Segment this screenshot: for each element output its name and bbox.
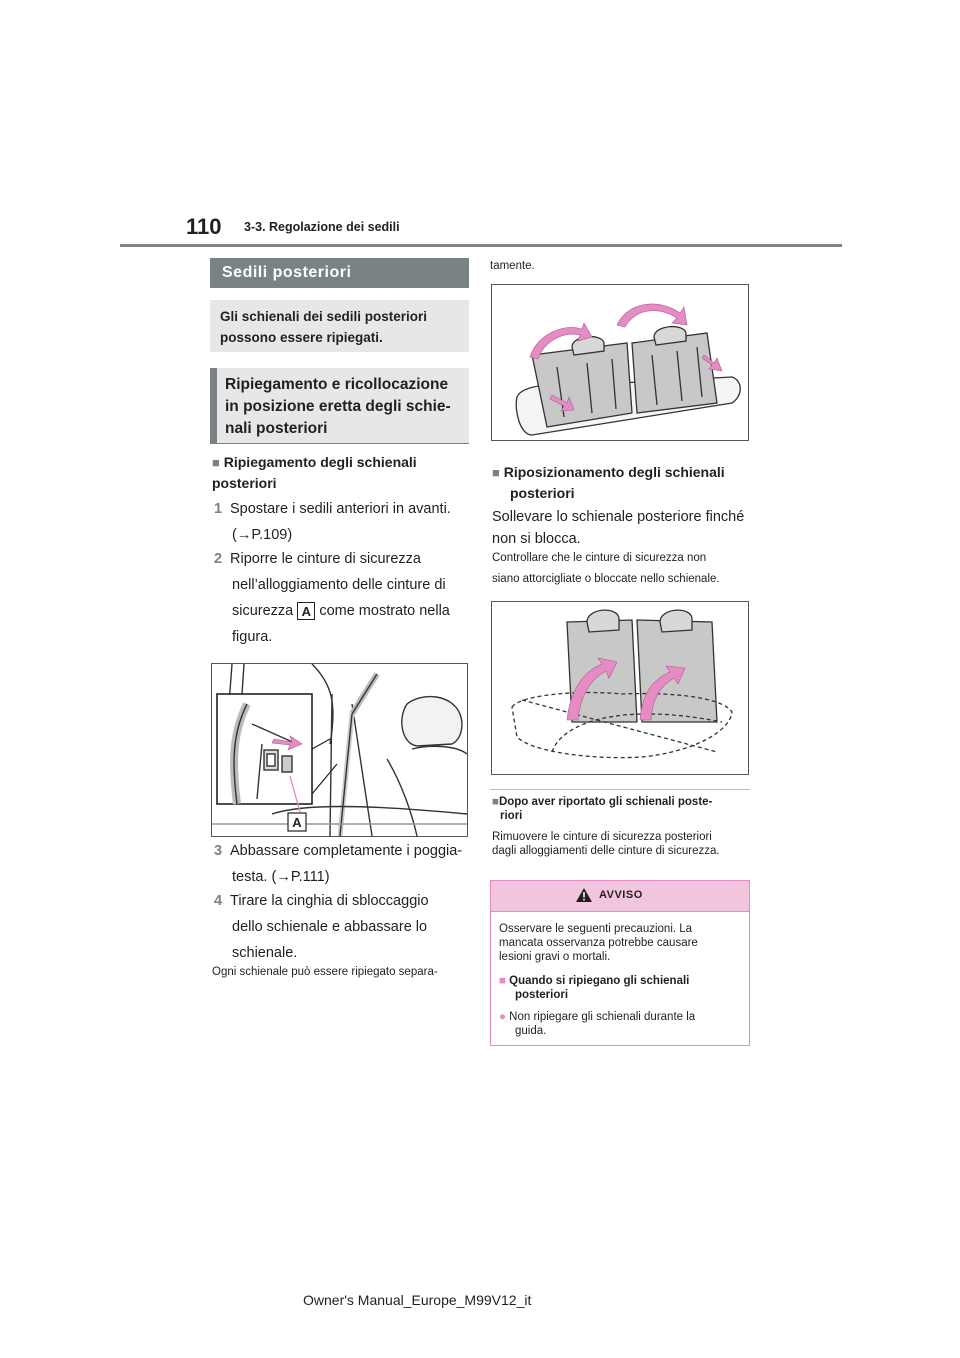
warning-text: Osservare le seguenti precauzioni. La — [499, 923, 693, 935]
raise-seatback-illustration — [491, 601, 749, 775]
step-text: schienale. — [232, 945, 298, 961]
fold-seatback-drawing — [492, 285, 748, 440]
warning-triangle-icon — [575, 887, 593, 903]
warning-subtitle: Quando si ripiegano gli schienali — [509, 975, 690, 987]
step-number: 4 — [214, 893, 223, 909]
step-text: Tirare la cinghia di sbloccaggio — [230, 893, 429, 909]
warning-item-cont: guida. — [515, 1025, 547, 1037]
body-line: non si blocca. — [492, 531, 581, 547]
seatbelt-illustration — [211, 663, 468, 837]
step-number: 3 — [214, 843, 223, 859]
note-line: Controllare che le cinture di sicurezza non — [492, 552, 707, 564]
warning-text: mancata osservanza potrebbe causare — [499, 937, 698, 949]
warning-text: lesioni gravi o mortali. — [499, 951, 611, 963]
warning-box — [490, 880, 750, 1046]
section-title: 3-3. Regolazione dei sedili — [244, 220, 400, 234]
step-1 — [214, 496, 470, 548]
body-line: Sollevare lo schienale posteriore finché — [492, 509, 745, 525]
step-text: Riporre le cinture di sicurezza — [230, 551, 421, 567]
return-title-cont: posteriori — [510, 485, 575, 501]
after-title: Dopo aver riportato gli schienali poste- — [498, 796, 713, 808]
warning-title: AVVISO — [599, 889, 643, 901]
body-line: dagli alloggiamenti delle cinture di sicurezza. — [492, 845, 720, 857]
warning-body — [491, 912, 749, 1038]
figure-divider — [490, 789, 750, 790]
return-title: Riposizionamento degli schienali — [503, 464, 725, 480]
subheading-box: Ripiegamento e ricollocazione in posizione eretta degli schie-nali posteriori — [210, 368, 469, 444]
subheading-divider — [210, 443, 469, 444]
square-bullet-icon: ■ — [212, 455, 220, 470]
raise-seatback-drawing — [492, 602, 748, 774]
return-body — [492, 506, 750, 550]
seatbelt-drawing — [212, 664, 467, 836]
page-number: 110 — [186, 214, 222, 239]
footer-text: Owner's Manual_Europe_M99V12_it — [303, 1292, 532, 1308]
warning-subheading — [499, 974, 741, 1002]
body-line: Rimuovere le cinture di sicurezza posteriori — [492, 831, 712, 843]
step-text: nell’alloggiamento delle cinture di — [232, 577, 446, 593]
intro-box: Gli schienali dei sedili posteriori possono essere ripiegati. — [210, 300, 469, 352]
return-heading — [492, 462, 750, 503]
step-text: dello schienale e abbassare lo — [232, 919, 428, 935]
section-heading: Sedili posteriori — [210, 258, 469, 288]
check-note — [492, 548, 750, 590]
step-text: Spostare i sedili anteriori in avanti. — [230, 501, 451, 517]
circle-bullet-icon: ● — [499, 1011, 506, 1023]
step-text: Abbassare completamente i poggia- — [230, 843, 463, 859]
note-line: siano attorcigliate o bloccate nello schienale. — [492, 573, 720, 585]
figure-label-a: A — [292, 815, 302, 830]
page-reference: (→P.109) — [232, 527, 293, 543]
callout-label-a: A — [297, 602, 315, 620]
warning-item — [499, 1010, 741, 1038]
step-number: 1 — [214, 501, 223, 517]
step-4 — [214, 888, 470, 966]
warning-subtitle-cont: posteriori — [515, 989, 569, 1001]
step-text: sicurezza — [232, 603, 294, 619]
step-text: figura. — [232, 629, 273, 645]
warning-item-text: Non ripiegare gli schienali durante la — [509, 1011, 696, 1023]
square-bullet-icon: ■ — [499, 975, 506, 987]
fold-seatback-illustration — [491, 284, 749, 441]
step-2 — [214, 546, 470, 650]
note-continuation: tamente. — [490, 260, 535, 272]
square-bullet-icon: ■ — [492, 465, 500, 480]
after-heading — [492, 795, 750, 823]
step-number: 2 — [214, 551, 223, 567]
header-divider — [120, 244, 842, 247]
after-title-cont: riori — [500, 810, 523, 822]
fold-heading — [212, 452, 462, 493]
page-reference: testa. (→P.111) — [232, 869, 330, 885]
note-text: Ogni schienale può essere ripiegato separa- — [212, 966, 438, 978]
square-bullet-icon: ■ — [492, 796, 499, 808]
fold-title: Ripiegamento degli schienali posteriori — [212, 454, 417, 491]
step-3 — [214, 838, 470, 890]
step-text: come mostrato nella — [319, 603, 450, 619]
after-body — [492, 830, 752, 858]
warning-header — [491, 881, 749, 912]
